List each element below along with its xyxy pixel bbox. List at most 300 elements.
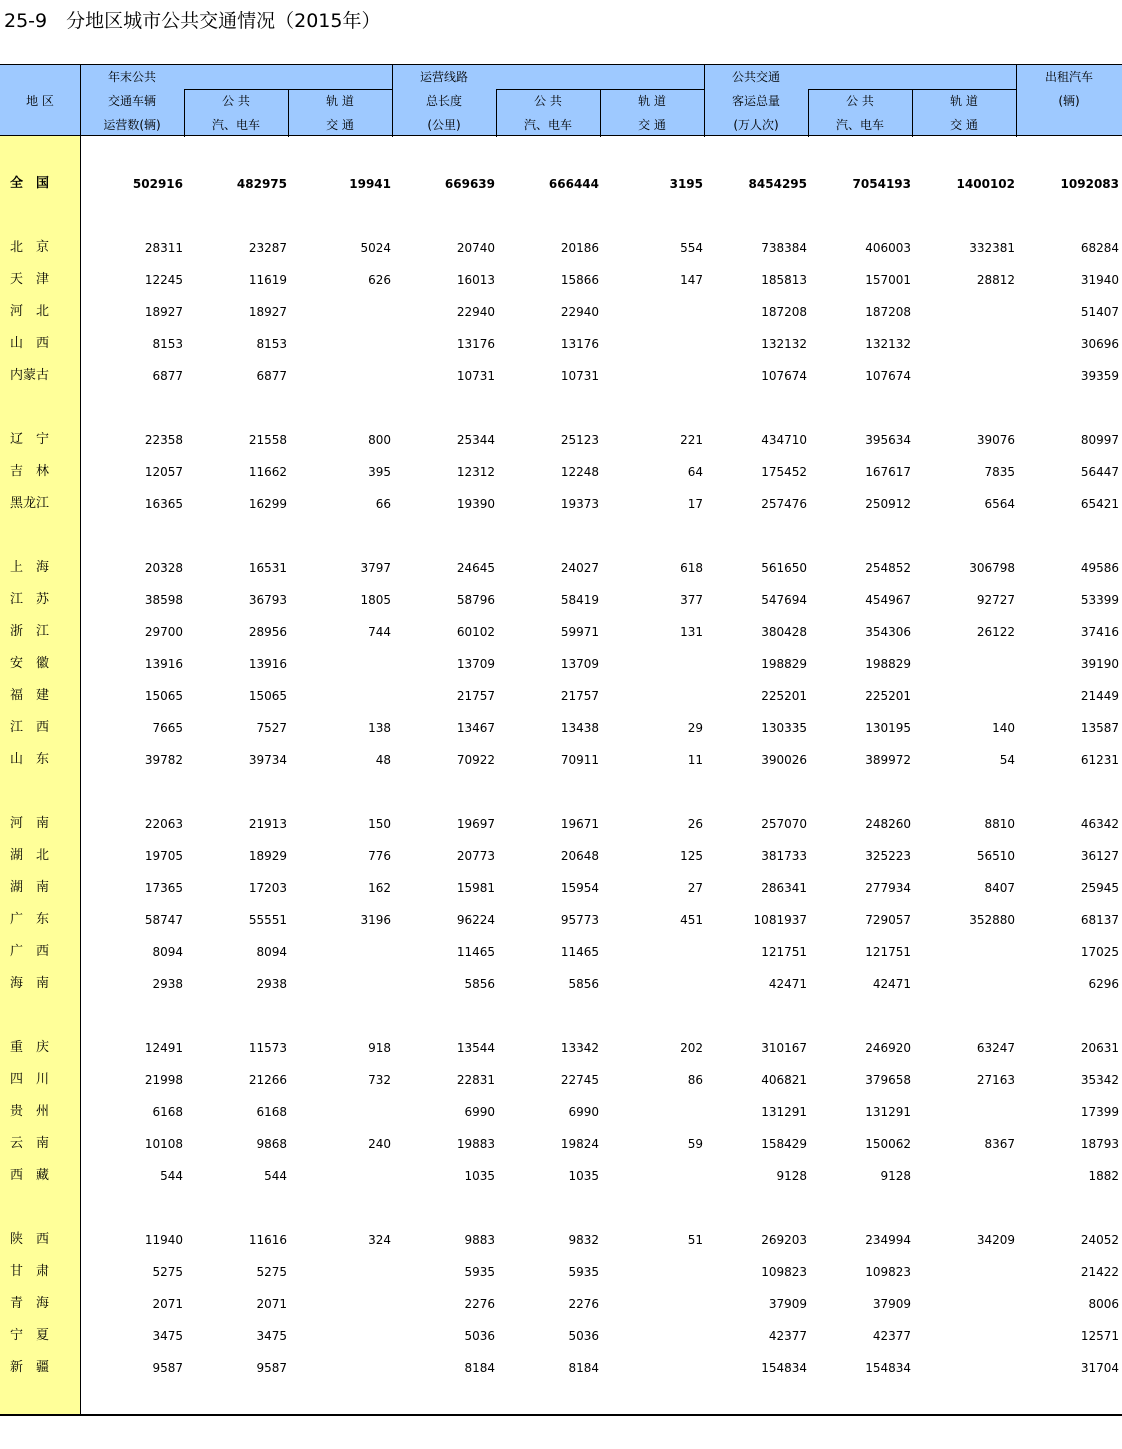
table-row xyxy=(0,366,1122,386)
table-cell: 46342 xyxy=(1080,817,1119,831)
table-cell: 352880 xyxy=(969,913,1015,927)
table-cell: 13176 xyxy=(456,337,495,351)
table-cell: 5856 xyxy=(464,977,495,991)
table-row xyxy=(0,302,1122,322)
table-cell: 20186 xyxy=(560,241,599,255)
table-cell: 379658 xyxy=(865,1073,911,1087)
table-cell: 18929 xyxy=(248,849,287,863)
table-row xyxy=(0,1134,1122,1154)
table-cell: 36793 xyxy=(248,593,287,607)
header-region: 地 区 xyxy=(26,94,54,108)
region-name: 湖 南 xyxy=(10,880,50,895)
region-name: 甘 肃 xyxy=(10,1264,50,1279)
table-cell: 225201 xyxy=(865,689,911,703)
table-cell: 39782 xyxy=(144,753,183,767)
table-cell: 221 xyxy=(680,433,703,447)
table-cell: 11465 xyxy=(560,945,599,959)
table-cell: 2276 xyxy=(568,1297,599,1311)
table-cell: 17365 xyxy=(144,881,183,895)
table-header xyxy=(0,64,1122,136)
table-cell: 13438 xyxy=(560,721,599,735)
table-cell: 20631 xyxy=(1080,1041,1119,1055)
table-cell: 20773 xyxy=(456,849,495,863)
table-cell: 776 xyxy=(368,849,391,863)
region-name: 河 南 xyxy=(10,816,50,831)
table-cell: 12491 xyxy=(144,1041,183,1055)
table-cell: 20740 xyxy=(456,241,495,255)
table-cell: 28311 xyxy=(144,241,183,255)
table-cell: 59 xyxy=(687,1137,703,1151)
region-name: 黑龙江 xyxy=(10,496,50,511)
table-cell: 187208 xyxy=(865,305,911,319)
table-cell: 544 xyxy=(264,1169,287,1183)
table-cell: 131 xyxy=(680,625,703,639)
table-cell: 5036 xyxy=(464,1329,495,1343)
header-g2-rail-1: 轨 道 xyxy=(638,94,666,108)
table-cell: 8153 xyxy=(152,337,183,351)
region-name: 天 津 xyxy=(10,272,50,287)
table-cell: 109823 xyxy=(761,1265,807,1279)
table-row xyxy=(0,238,1122,258)
header-g3-line1: 公共交通 xyxy=(731,70,781,84)
table-cell: 175452 xyxy=(761,465,807,479)
table-cell: 17399 xyxy=(1080,1105,1119,1119)
region-name: 贵 州 xyxy=(10,1104,50,1119)
region-name: 四 川 xyxy=(10,1072,50,1087)
table-cell: 732 xyxy=(368,1073,391,1087)
table-cell: 13587 xyxy=(1080,721,1119,735)
table-cell: 5275 xyxy=(256,1265,287,1279)
table-cell: 21449 xyxy=(1080,689,1119,703)
table-cell: 60102 xyxy=(456,625,495,639)
table-cell: 9128 xyxy=(776,1169,807,1183)
table-cell: 5024 xyxy=(360,241,391,255)
table-cell: 21757 xyxy=(456,689,495,703)
table-cell: 9128 xyxy=(880,1169,911,1183)
table-cell: 1035 xyxy=(464,1169,495,1183)
table-cell: 1805 xyxy=(360,593,391,607)
table-cell: 257476 xyxy=(761,497,807,511)
region-name: 福 建 xyxy=(10,688,50,703)
table-cell: 666444 xyxy=(548,177,599,191)
table-cell: 8153 xyxy=(256,337,287,351)
table-cell: 27163 xyxy=(976,1073,1015,1087)
table-cell: 332381 xyxy=(969,241,1015,255)
table-cell: 56510 xyxy=(976,849,1015,863)
table-cell: 19705 xyxy=(144,849,183,863)
table-cell: 158429 xyxy=(761,1137,807,1151)
table-cell: 132132 xyxy=(761,337,807,351)
table-cell: 109823 xyxy=(865,1265,911,1279)
table-cell: 11940 xyxy=(144,1233,183,1247)
header-g2-line3: (公里) xyxy=(427,118,461,132)
table-cell: 19697 xyxy=(456,817,495,831)
table-cell: 37416 xyxy=(1080,625,1119,639)
table-cell: 130335 xyxy=(761,721,807,735)
region-name: 吉 林 xyxy=(10,464,50,479)
table-cell: 38598 xyxy=(144,593,183,607)
table-cell: 13544 xyxy=(456,1041,495,1055)
table-cell: 2938 xyxy=(256,977,287,991)
region-name: 江 苏 xyxy=(10,592,50,607)
table-cell: 13709 xyxy=(456,657,495,671)
header-g3-bus-1: 公 共 xyxy=(846,94,874,108)
region-name: 内蒙古 xyxy=(10,368,50,383)
table-cell: 65421 xyxy=(1080,497,1119,511)
table-cell: 24027 xyxy=(560,561,599,575)
table-row xyxy=(0,622,1122,642)
table-cell: 121751 xyxy=(761,945,807,959)
table-cell: 16531 xyxy=(248,561,287,575)
table-cell: 234994 xyxy=(865,1233,911,1247)
table-cell: 2938 xyxy=(152,977,183,991)
table-cell: 66 xyxy=(375,497,391,511)
table-cell: 39734 xyxy=(248,753,287,767)
table-cell: 3475 xyxy=(152,1329,183,1343)
table-cell: 11465 xyxy=(456,945,495,959)
table-cell: 325223 xyxy=(865,849,911,863)
table-cell: 63247 xyxy=(976,1041,1015,1055)
table-cell: 51407 xyxy=(1080,305,1119,319)
table-cell: 15954 xyxy=(560,881,599,895)
table-cell: 58796 xyxy=(456,593,495,607)
table-cell: 6877 xyxy=(152,369,183,383)
table-cell: 8094 xyxy=(152,945,183,959)
table-row xyxy=(0,590,1122,610)
table-cell: 11662 xyxy=(248,465,287,479)
table-row xyxy=(0,270,1122,290)
table-cell: 19824 xyxy=(560,1137,599,1151)
table-cell: 454967 xyxy=(865,593,911,607)
table-row xyxy=(0,942,1122,962)
table-cell: 1092083 xyxy=(1060,177,1119,191)
table-cell: 13176 xyxy=(560,337,599,351)
table-cell: 1035 xyxy=(568,1169,599,1183)
region-name: 安 徽 xyxy=(10,656,50,671)
table-cell: 257070 xyxy=(761,817,807,831)
table-cell: 29 xyxy=(687,721,703,735)
table-row xyxy=(0,910,1122,930)
table-cell: 17025 xyxy=(1080,945,1119,959)
table-row xyxy=(0,1070,1122,1090)
table-cell: 547694 xyxy=(761,593,807,607)
table-row xyxy=(0,750,1122,770)
header-g3-line2: 客运总量 xyxy=(731,94,781,108)
table-cell: 310167 xyxy=(761,1041,807,1055)
table-cell: 58419 xyxy=(560,593,599,607)
table-cell: 5036 xyxy=(568,1329,599,1343)
table-cell: 9832 xyxy=(568,1233,599,1247)
header-g2-bus-1: 公 共 xyxy=(534,94,562,108)
table-cell: 3196 xyxy=(360,913,391,927)
header-g3-line3: (万人次) xyxy=(733,118,779,132)
region-name: 浙 江 xyxy=(10,624,50,639)
table-cell: 185813 xyxy=(761,273,807,287)
table-cell: 277934 xyxy=(865,881,911,895)
table-cell: 5856 xyxy=(568,977,599,991)
table-cell: 286341 xyxy=(761,881,807,895)
table-row xyxy=(0,846,1122,866)
table-cell: 36127 xyxy=(1080,849,1119,863)
table-cell: 15065 xyxy=(144,689,183,703)
table-cell: 390026 xyxy=(761,753,807,767)
table-cell: 58747 xyxy=(144,913,183,927)
table-cell: 8407 xyxy=(984,881,1015,895)
table-cell: 11619 xyxy=(248,273,287,287)
region-name: 云 南 xyxy=(10,1136,50,1151)
region-name: 西 藏 xyxy=(10,1168,50,1183)
region-name: 海 南 xyxy=(10,976,50,991)
table-cell: 9868 xyxy=(256,1137,287,1151)
table-cell: 29700 xyxy=(144,625,183,639)
table-cell: 25344 xyxy=(456,433,495,447)
table-row xyxy=(0,1102,1122,1122)
table-cell: 11616 xyxy=(248,1233,287,1247)
table-cell: 21422 xyxy=(1080,1265,1119,1279)
table-cell: 157001 xyxy=(865,273,911,287)
table-cell: 18927 xyxy=(248,305,287,319)
table-cell: 31940 xyxy=(1080,273,1119,287)
table-cell: 482975 xyxy=(236,177,287,191)
table-cell: 11573 xyxy=(248,1041,287,1055)
table-cell: 107674 xyxy=(865,369,911,383)
table-cell: 31704 xyxy=(1080,1361,1119,1375)
table-cell: 16013 xyxy=(456,273,495,287)
table-cell: 24645 xyxy=(456,561,495,575)
table-cell: 406821 xyxy=(761,1073,807,1087)
table-row xyxy=(0,558,1122,578)
table-cell: 96224 xyxy=(456,913,495,927)
table-cell: 8184 xyxy=(464,1361,495,1375)
table-cell: 26122 xyxy=(976,625,1015,639)
table-cell: 28812 xyxy=(976,273,1015,287)
table-cell: 27 xyxy=(687,881,703,895)
table-cell: 10731 xyxy=(560,369,599,383)
table-cell: 16365 xyxy=(144,497,183,511)
table-cell: 162 xyxy=(368,881,391,895)
header-g4-line1: 出租汽车 xyxy=(1044,70,1094,84)
table-cell: 395 xyxy=(368,465,391,479)
table-cell: 107674 xyxy=(761,369,807,383)
table-cell: 389972 xyxy=(865,753,911,767)
table-cell: 49586 xyxy=(1080,561,1119,575)
table-cell: 10108 xyxy=(144,1137,183,1151)
table-cell: 544 xyxy=(160,1169,183,1183)
region-name: 湖 北 xyxy=(10,848,50,863)
table-cell: 729057 xyxy=(865,913,911,927)
table-cell: 1081937 xyxy=(753,913,807,927)
region-name: 宁 夏 xyxy=(10,1328,50,1343)
header-g1-line3: 运营数(辆) xyxy=(103,118,161,132)
table-cell: 248260 xyxy=(865,817,911,831)
table-row xyxy=(0,1294,1122,1314)
table-cell: 406003 xyxy=(865,241,911,255)
table-cell: 12571 xyxy=(1080,1329,1119,1343)
table-cell: 70911 xyxy=(560,753,599,767)
table-cell: 6564 xyxy=(984,497,1015,511)
table-cell: 25945 xyxy=(1080,881,1119,895)
table-cell: 1400102 xyxy=(956,177,1015,191)
table-cell: 8094 xyxy=(256,945,287,959)
table-cell: 269203 xyxy=(761,1233,807,1247)
table-cell: 13916 xyxy=(248,657,287,671)
table-cell: 20648 xyxy=(560,849,599,863)
table-cell: 86 xyxy=(687,1073,703,1087)
table-cell: 22831 xyxy=(456,1073,495,1087)
region-name: 辽 宁 xyxy=(10,432,50,447)
table-bottom-border xyxy=(0,1414,1122,1416)
table-cell: 918 xyxy=(368,1041,391,1055)
table-cell: 56447 xyxy=(1080,465,1119,479)
header-g1-rail-2: 交 通 xyxy=(326,118,354,132)
table-cell: 21558 xyxy=(248,433,287,447)
header-g2-rail-2: 交 通 xyxy=(638,118,666,132)
table-cell: 6877 xyxy=(256,369,287,383)
table-cell: 20328 xyxy=(144,561,183,575)
header-g2-bus-2: 汽、电车 xyxy=(523,118,573,132)
table-cell: 19671 xyxy=(560,817,599,831)
table-row xyxy=(0,878,1122,898)
table-cell: 39190 xyxy=(1080,657,1119,671)
table-cell: 6168 xyxy=(256,1105,287,1119)
table-cell: 22745 xyxy=(560,1073,599,1087)
table-cell: 42471 xyxy=(768,977,807,991)
table-cell: 434710 xyxy=(761,433,807,447)
table-cell: 10731 xyxy=(456,369,495,383)
table-cell: 150062 xyxy=(865,1137,911,1151)
table-cell: 2276 xyxy=(464,1297,495,1311)
table-cell: 800 xyxy=(368,433,391,447)
table-cell: 55551 xyxy=(248,913,287,927)
table-cell: 561650 xyxy=(761,561,807,575)
table-cell: 125 xyxy=(680,849,703,863)
table-cell: 15981 xyxy=(456,881,495,895)
table-cell: 626 xyxy=(368,273,391,287)
table-cell: 39076 xyxy=(976,433,1015,447)
table-cell: 39359 xyxy=(1080,369,1119,383)
table-cell: 198829 xyxy=(865,657,911,671)
region-name: 山 西 xyxy=(10,336,50,351)
table-cell: 61231 xyxy=(1080,753,1119,767)
region-name: 广 东 xyxy=(10,912,50,927)
table-cell: 240 xyxy=(368,1137,391,1151)
table-cell: 22940 xyxy=(456,305,495,319)
table-cell: 28956 xyxy=(248,625,287,639)
table-cell: 8367 xyxy=(984,1137,1015,1151)
header-g2-line1: 运营线路 xyxy=(419,70,469,84)
table-cell: 35342 xyxy=(1080,1073,1119,1087)
table-cell: 24052 xyxy=(1080,1233,1119,1247)
table-cell: 246920 xyxy=(865,1041,911,1055)
region-name: 河 北 xyxy=(10,304,50,319)
table-cell: 19373 xyxy=(560,497,599,511)
table-row xyxy=(0,1262,1122,1282)
table-cell: 18793 xyxy=(1080,1137,1119,1151)
table-cell: 451 xyxy=(680,913,703,927)
table-cell: 42377 xyxy=(768,1329,807,1343)
table-cell: 5935 xyxy=(568,1265,599,1279)
table-cell: 12248 xyxy=(560,465,599,479)
table-cell: 381733 xyxy=(761,849,807,863)
table-cell: 17 xyxy=(687,497,703,511)
table-cell: 380428 xyxy=(761,625,807,639)
header-g1-rail-1: 轨 道 xyxy=(326,94,354,108)
table-cell: 13916 xyxy=(144,657,183,671)
table-cell: 5935 xyxy=(464,1265,495,1279)
table-cell: 37909 xyxy=(872,1297,911,1311)
table-cell: 306798 xyxy=(969,561,1015,575)
table-cell: 9587 xyxy=(152,1361,183,1375)
table-cell: 23287 xyxy=(248,241,287,255)
table-cell: 9883 xyxy=(464,1233,495,1247)
table-cell: 6990 xyxy=(464,1105,495,1119)
table-cell: 250912 xyxy=(865,497,911,511)
table-cell: 554 xyxy=(680,241,703,255)
table-row xyxy=(0,174,1122,194)
table-cell: 26 xyxy=(687,817,703,831)
table-cell: 198829 xyxy=(761,657,807,671)
table-cell: 324 xyxy=(368,1233,391,1247)
table-cell: 130195 xyxy=(865,721,911,735)
table-row xyxy=(0,1326,1122,1346)
table-cell: 5275 xyxy=(152,1265,183,1279)
table-cell: 13709 xyxy=(560,657,599,671)
table-cell: 21266 xyxy=(248,1073,287,1087)
table-row xyxy=(0,334,1122,354)
table-row xyxy=(0,1166,1122,1186)
table-cell: 147 xyxy=(680,273,703,287)
header-g1-line2: 交通车辆 xyxy=(107,94,157,108)
table-cell: 42471 xyxy=(872,977,911,991)
table-cell: 30696 xyxy=(1080,337,1119,351)
header-g3-rail-2: 交 通 xyxy=(950,118,978,132)
table-cell: 131291 xyxy=(761,1105,807,1119)
table-cell: 15866 xyxy=(560,273,599,287)
table-cell: 19883 xyxy=(456,1137,495,1151)
region-name: 广 西 xyxy=(10,944,50,959)
table-cell: 6296 xyxy=(1088,977,1119,991)
table-cell: 11 xyxy=(687,753,703,767)
region-name: 全 国 xyxy=(10,176,50,191)
region-name: 上 海 xyxy=(10,560,50,575)
table-cell: 7054193 xyxy=(852,177,911,191)
table-cell: 19390 xyxy=(456,497,495,511)
table-row xyxy=(0,814,1122,834)
region-name: 重 庆 xyxy=(10,1040,50,1055)
table-cell: 354306 xyxy=(865,625,911,639)
table-cell: 17203 xyxy=(248,881,287,895)
table-cell: 3195 xyxy=(669,177,703,191)
page-title: 25-9 分地区城市公共交通情况（2015年） xyxy=(4,10,381,32)
table-cell: 7835 xyxy=(984,465,1015,479)
table-cell: 7527 xyxy=(256,721,287,735)
header-g1-line1: 年末公共 xyxy=(107,70,157,84)
table-cell: 12245 xyxy=(144,273,183,287)
table-cell: 132132 xyxy=(865,337,911,351)
table-cell: 131291 xyxy=(865,1105,911,1119)
region-name: 江 西 xyxy=(10,720,50,735)
table-cell: 95773 xyxy=(560,913,599,927)
table-row xyxy=(0,430,1122,450)
table-cell: 140 xyxy=(992,721,1015,735)
region-name: 北 京 xyxy=(10,240,50,255)
table-cell: 154834 xyxy=(761,1361,807,1375)
table-cell: 138 xyxy=(368,721,391,735)
table-cell: 7665 xyxy=(152,721,183,735)
table-cell: 502916 xyxy=(132,177,183,191)
table-cell: 154834 xyxy=(865,1361,911,1375)
table-cell: 254852 xyxy=(865,561,911,575)
